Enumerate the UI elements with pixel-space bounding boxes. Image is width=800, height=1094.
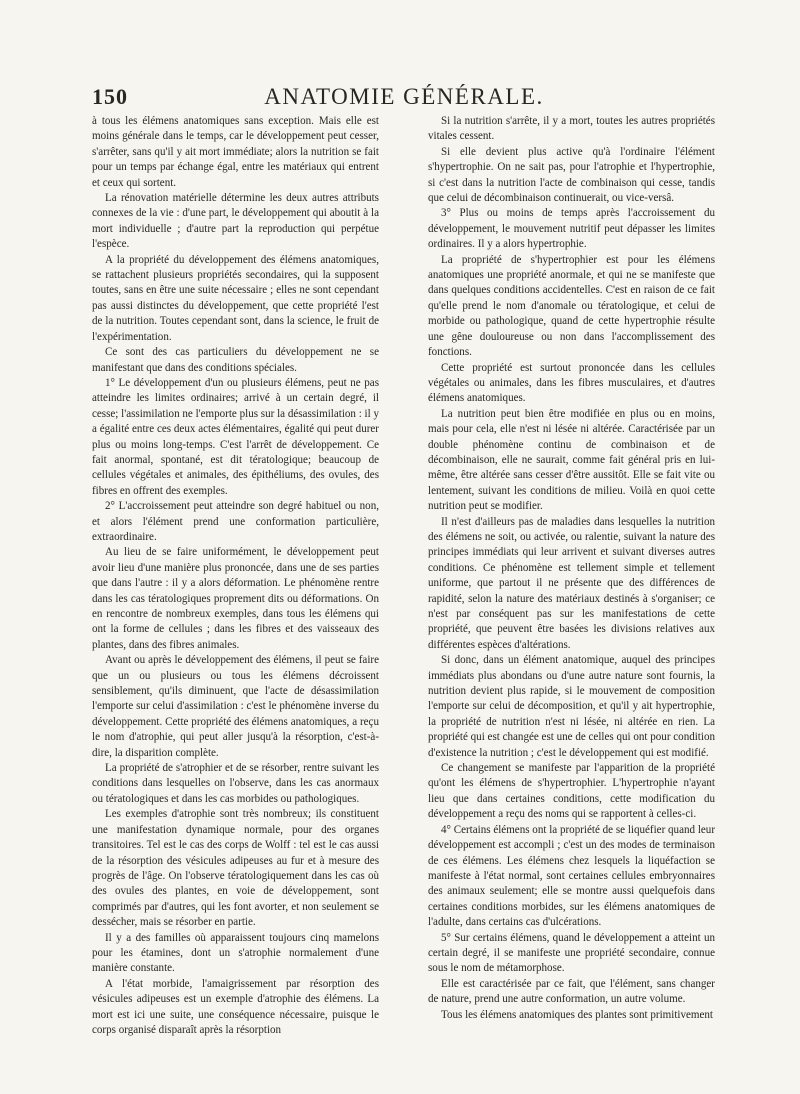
paragraph: Il y a des familles où apparaissent toujours cinq mamelons pour les étamines, dont un s'atrophie normalement d'une manière constante. xyxy=(92,931,379,975)
paragraph: La nutrition peut bien être modifiée en plus ou en moins, mais pour cela, elle n'est ni lésée ni altérée. Caractérisée par un double phénomène continu de combinaison et de décombinaison, elle ne saurait, comme fait général pris en lui-même, être altérée sans cesser d'être aussitôt. Elle se fait vite ou lentement, suivant les conditions de milieu. Voilà en quoi cette nutrition peut se modifier. xyxy=(428,407,715,513)
paragraph: A la propriété du développement des élémens anatomiques, se rattachent plusieurs propriétés secondaires, qui la supposent toutes, sans en être une suite nécessaire ; elles ne sont cependant pas aussi distinctes du développement, que cette propriété l'est de la nutrition. Toutes cependant sont, dans la science, le fruit de l'expérimentation. xyxy=(92,253,379,343)
paragraph: Si elle devient plus active qu'à l'ordinaire l'élément s'hypertrophie. On ne sait pas, pour l'atrophie et l'hypertrophie, si c'est dans la nutrition l'acte de combinaison qui cesse, tandis que celui de décombinaison continuerait, ou vice-versâ. xyxy=(428,145,715,205)
paragraph: 5° Sur certains élémens, quand le développement a atteint un certain degré, il se manifeste une propriété secondaire, connue sous le nom de métamorphose. xyxy=(428,931,715,975)
paragraph: La propriété de s'atrophier et de se résorber, rentre suivant les conditions dans lesquelles on l'observe, dans les cas anormaux ou tératologiques et dans les cas morbides ou pathologiques. xyxy=(92,762,379,805)
running-title: ANATOMIE GÉNÉRALE. xyxy=(264,84,544,109)
paragraph: A l'état morbide, l'amaigrissement par résorption des vésicules adipeuses est un exemple d'atrophie des élémens. La mort est ici une suite, une conséquence nécessaire, puisque le corps organisé disparaît après la résorption xyxy=(92,977,379,1036)
paragraph: Tous les élémens anatomiques des plantes sont primitivement xyxy=(441,1008,713,1021)
page-header xyxy=(92,84,716,110)
paragraph: Cette propriété est surtout prononcée dans les cellules végétales ou animales, dans les fibres musculaires, et d'autres élémens anatomiques. xyxy=(428,361,715,405)
page-number: 150 xyxy=(92,84,128,109)
paragraph: Ce changement se manifeste par l'apparition de la propriété qu'ont les élémens de s'hypertrophier. L'hypertrophie n'ayant lieu que dans certaines conditions, cette modification du développement a reçu des noms qui se rapportent à celles-ci. xyxy=(428,762,715,821)
paragraph: Si la nutrition s'arrête, il y a mort, toutes les autres propriétés vitales cessent. xyxy=(428,115,715,143)
paragraph: Avant ou après le développement des élémens, il peut se faire que un ou plusieurs ou tous les élémens décroissent sensiblement, qu'ils diminuent, que l'acte de désassimilation l'emporte sur celui d'assimilation : c'est le phénomène inverse du développement. Cette propriété des élémens anatomiques, a reçu le nom d'atrophie, qui peut aller jusqu'à la résorption, c'est-à-dire, la disparition complète. xyxy=(92,654,379,759)
paragraph: Si donc, dans un élément anatomique, auquel des principes immédiats plus abondans ou d'une autre nature sont fournis, la nutrition devient plus rapide, si le mouvement de composition l'emporte sur celui de décomposition, et qu'il y ait hypertrophie, la propriété de nutrition n'est ni lésée, ni altérée en rien. La propriété qui est changée est une de celles qui ont pour condition d'existence la nutrition ; c'est le développement qui est modifié. xyxy=(428,654,715,759)
paragraph: Ce sont des cas particuliers du développement ne se manifestant que dans des conditions spéciales. xyxy=(92,346,379,374)
paragraph: Elle est caractérisée par ce fait, que l'élément, sans changer de nature, prend une autre conformation, un autre volume. xyxy=(428,977,715,1006)
paragraph: 1° Le développement d'un ou plusieurs élémens, peut ne pas atteindre les limites ordinaires; arrivé à un certain degré, il cesse; l'assimilation ne l'emporte plus sur la désassimilation : il y a égalité entre ces deux actes élémentaires, égalité qui peut durer plus ou moins long-temps. C'est l'arrêt de développement. Ce fait anormal, spontané, est dit tératologique; beaucoup de cellules végétales et animales, des épithéliums, des ovules, des fibres en offrent des exemples. xyxy=(92,376,379,497)
paragraph: Il n'est d'ailleurs pas de maladies dans lesquelles la nutrition des élémens ne soit, ou activée, ou ralentie, suivant la nature des principes immédiats qui leur arrivent et suivant diverses autres conditions. Ce phénomène est tellement simple et tellement uniforme, que partout il ne présente que des différences de rapidité, selon la nature des matériaux destinés à s'organiser; ce n'est par conséquent pas sur les manifestations de cette propriété, que peuvent être basées les divisions relatives aux différentes espèces d'altérations. xyxy=(428,515,715,651)
paragraph: Au lieu de se faire uniformément, le développement peut avoir lieu d'une manière plus prononcée, dans une de ses parties que dans l'autre : il y a alors déformation. Le phénomène rentre dans les cas tératologiques proprement dits ou déformations. On en rencontre de nombreux exemples, dans tous les élémens qui ont la forme de cellules ; dans les fibres et des vaisseaux des plantes, dans des fibres animales. xyxy=(92,546,379,651)
paragraph: 2° L'accroissement peut atteindre son degré habituel ou non, et alors l'élément prend une conformation particulière, extraordinaire. xyxy=(92,500,379,543)
paragraph: à tous les élémens anatomiques sans exception. Mais elle est moins générale dans le temps, car le développement peut cesser, s'arrêter, sans qu'il y ait mort immédiate; alors la nutrition se fait pour un temps par échange égal, entre les matériaux qui entrent et ceux qui sortent. xyxy=(92,115,379,189)
paragraph: 3° Plus ou moins de temps après l'accroissement du développement, le mouvement nutritif peut dépasser les limites ordinaires. Il y a alors hypertrophie. xyxy=(428,207,715,251)
left-column xyxy=(92,114,379,1038)
paragraph: La propriété de s'hypertrophier est pour les élémens anatomiques une propriété anormale, et qui ne se manifeste que dans quelques conditions accidentelles. C'est en raison de ce fait qu'elle prend le nom d'anomale ou tératologique, et celui de morbide ou pathologique, quand de cette hypertrophie résulte une gêne douloureuse ou non dans l'accomplissement des fonctions. xyxy=(428,253,715,359)
paragraph: Les exemples d'atrophie sont très nombreux; ils constituent une manifestation dynamique normale, pour des organes transitoires. Tel est le cas des corps de Wolff : tel est le cas aussi de la résorption des vésicules adipeuses au fur et à mesure des progrès de l'âge. On l'observe tératologiquement dans les cas où des ovules des plantes, en voie de développement, sont comprimés par d'autres, qui les font avorter, et non seulement se dessécher, mais se résorber en partie. xyxy=(92,808,379,929)
paragraph: La rénovation matérielle détermine les deux autres attributs connexes de la vie : d'une part, le développement qui aboutit à la mort individuelle ; d'autre part la reproduction qui perpétue l'espèce. xyxy=(92,192,379,251)
paragraph: 4° Certains élémens ont la propriété de se liquéfier quand leur développement est accompli ; c'est un des modes de terminaison de ces élémens. Les élémens chez lesquels la liquéfaction se manifeste à l'état normal, sont certaines cellules embryonnaires des animaux seulement; elle se montre aussi quelquefois dans certaines conditions morbides, sur les élémens anatomiques de l'adulte, dans certains cas d'ulcérations. xyxy=(428,823,715,929)
right-column xyxy=(428,114,715,1023)
